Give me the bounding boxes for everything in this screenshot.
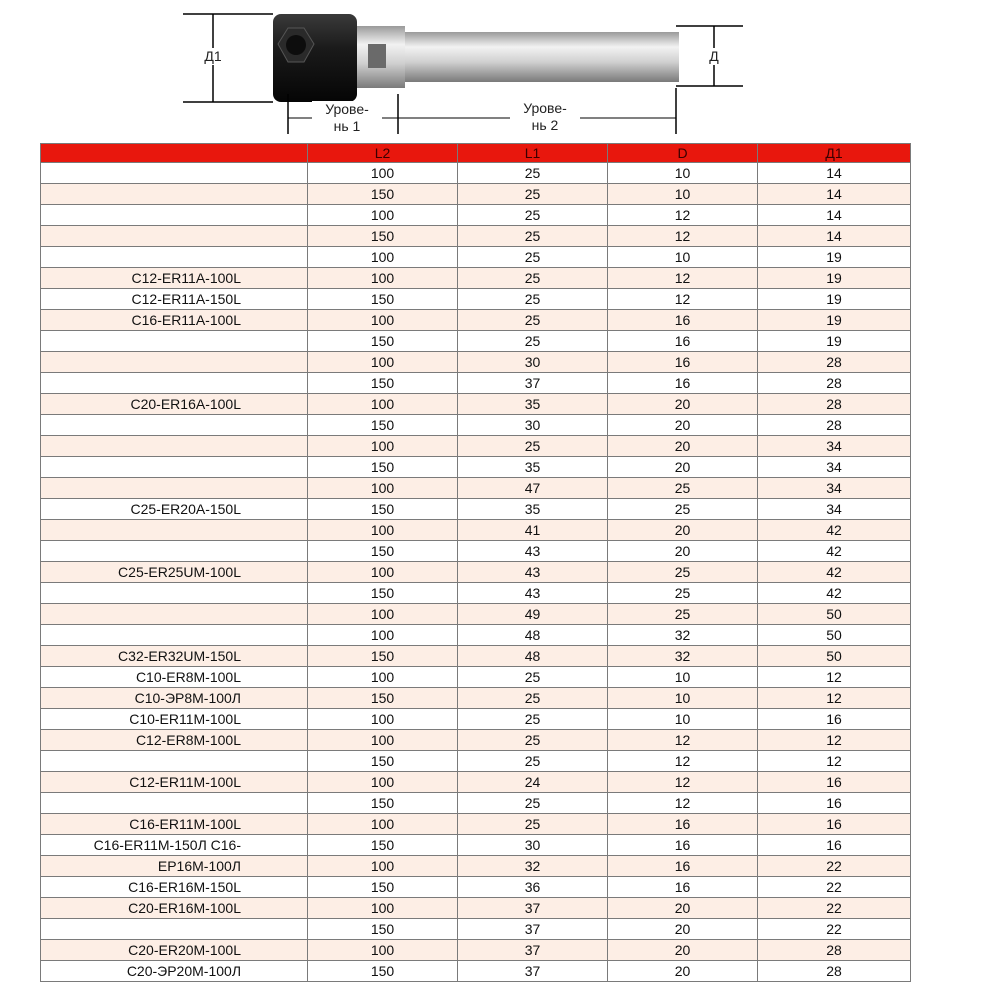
cell-l2: 150 <box>308 583 458 604</box>
table-row <box>41 373 911 394</box>
cell-d: 32 <box>608 625 758 646</box>
cell-d1: 50 <box>758 604 911 625</box>
table-row <box>41 331 911 352</box>
cell-l1: 25 <box>458 331 608 352</box>
cell-model: C10-ЭР8М-100Л <box>41 688 308 709</box>
cell-l2: 100 <box>308 604 458 625</box>
table-row <box>41 394 911 415</box>
cell-model <box>41 331 308 352</box>
cell-d1: 50 <box>758 646 911 667</box>
cell-d: 20 <box>608 919 758 940</box>
cell-d: 32 <box>608 646 758 667</box>
table-row <box>41 478 911 499</box>
cell-d1: 34 <box>758 457 911 478</box>
cell-l1: 25 <box>458 751 608 772</box>
cell-model <box>41 226 308 247</box>
cell-model <box>41 436 308 457</box>
cell-model <box>41 205 308 226</box>
cell-d1: 22 <box>758 919 911 940</box>
cell-model: C12-ER8M-100L <box>41 730 308 751</box>
cell-d: 20 <box>608 394 758 415</box>
cell-d: 12 <box>608 205 758 226</box>
table-row <box>41 667 911 688</box>
label-d: Д <box>702 48 726 65</box>
table-row <box>41 457 911 478</box>
cell-l2: 150 <box>308 415 458 436</box>
cell-d1: 28 <box>758 394 911 415</box>
cell-d1: 14 <box>758 205 911 226</box>
cell-d: 16 <box>608 835 758 856</box>
table-row <box>41 961 911 982</box>
table-row <box>41 709 911 730</box>
cell-d: 12 <box>608 226 758 247</box>
cell-l2: 150 <box>308 877 458 898</box>
label-d1: Д1 <box>196 48 230 65</box>
cell-l1: 25 <box>458 247 608 268</box>
cell-d1: 19 <box>758 268 911 289</box>
cell-model <box>41 751 308 772</box>
cell-d: 16 <box>608 331 758 352</box>
cell-d: 12 <box>608 268 758 289</box>
cell-l2: 100 <box>308 205 458 226</box>
cell-l2: 100 <box>308 625 458 646</box>
cell-d1: 16 <box>758 709 911 730</box>
cell-l2: 150 <box>308 226 458 247</box>
spec-table <box>40 143 911 982</box>
cell-d: 16 <box>608 856 758 877</box>
cell-l2: 150 <box>308 289 458 310</box>
cell-l1: 30 <box>458 352 608 373</box>
cell-d: 10 <box>608 184 758 205</box>
cell-model: C10-ER11M-100L <box>41 709 308 730</box>
cell-l2: 150 <box>308 541 458 562</box>
cell-d: 12 <box>608 793 758 814</box>
cell-d1: 42 <box>758 520 911 541</box>
cell-l1: 43 <box>458 562 608 583</box>
tool-holder-drawing <box>0 0 1000 142</box>
cell-model: C16-ER11M-150Л C16- <box>41 835 308 856</box>
cell-d1: 22 <box>758 898 911 919</box>
cell-d1: 28 <box>758 352 911 373</box>
cell-d1: 28 <box>758 961 911 982</box>
cell-l2: 150 <box>308 793 458 814</box>
cell-d: 20 <box>608 961 758 982</box>
table-row <box>41 940 911 961</box>
table-row <box>41 772 911 793</box>
cell-d: 12 <box>608 772 758 793</box>
cell-l1: 47 <box>458 478 608 499</box>
table-row <box>41 268 911 289</box>
cell-l2: 150 <box>308 688 458 709</box>
cell-l2: 150 <box>308 919 458 940</box>
table-row <box>41 247 911 268</box>
cell-l1: 25 <box>458 184 608 205</box>
table-row <box>41 856 911 877</box>
cell-l2: 100 <box>308 667 458 688</box>
tool-holder-diagram <box>0 0 1000 142</box>
cell-l2: 150 <box>308 457 458 478</box>
table-row <box>41 625 911 646</box>
cell-l2: 100 <box>308 478 458 499</box>
table-row <box>41 898 911 919</box>
cell-d: 16 <box>608 352 758 373</box>
cell-d: 12 <box>608 289 758 310</box>
cell-d: 12 <box>608 730 758 751</box>
table-row <box>41 163 911 184</box>
cell-l2: 100 <box>308 436 458 457</box>
cell-d1: 12 <box>758 688 911 709</box>
cell-l1: 25 <box>458 310 608 331</box>
cell-l2: 100 <box>308 772 458 793</box>
cell-l1: 25 <box>458 709 608 730</box>
cell-l1: 43 <box>458 541 608 562</box>
cell-model <box>41 457 308 478</box>
cell-model: C20-ER20M-100L <box>41 940 308 961</box>
table-row <box>41 415 911 436</box>
cell-l1: 35 <box>458 457 608 478</box>
cell-l1: 25 <box>458 226 608 247</box>
cell-d: 20 <box>608 898 758 919</box>
cell-l1: 37 <box>458 961 608 982</box>
cell-d1: 16 <box>758 772 911 793</box>
cell-model <box>41 247 308 268</box>
cell-l1: 36 <box>458 877 608 898</box>
cell-model: C16-ER16M-150L <box>41 877 308 898</box>
cell-l1: 37 <box>458 919 608 940</box>
cell-l2: 100 <box>308 562 458 583</box>
cell-l1: 43 <box>458 583 608 604</box>
cell-model <box>41 373 308 394</box>
cell-d1: 16 <box>758 793 911 814</box>
cell-d1: 34 <box>758 436 911 457</box>
cell-d1: 28 <box>758 373 911 394</box>
table-row <box>41 562 911 583</box>
cell-model <box>41 352 308 373</box>
cell-l2: 100 <box>308 247 458 268</box>
cell-d: 10 <box>608 667 758 688</box>
table-row <box>41 436 911 457</box>
cell-model: C16-ER11M-100L <box>41 814 308 835</box>
cell-d1: 16 <box>758 835 911 856</box>
table-row <box>41 751 911 772</box>
cell-d1: 14 <box>758 226 911 247</box>
cell-d1: 42 <box>758 541 911 562</box>
cell-l1: 24 <box>458 772 608 793</box>
shank <box>405 32 679 82</box>
cell-d: 20 <box>608 415 758 436</box>
cell-d1: 34 <box>758 499 911 520</box>
table-row <box>41 289 911 310</box>
cell-d: 20 <box>608 520 758 541</box>
cell-l2: 150 <box>308 751 458 772</box>
table-row <box>41 877 911 898</box>
cell-l2: 100 <box>308 814 458 835</box>
cell-model <box>41 625 308 646</box>
cell-d: 16 <box>608 373 758 394</box>
table-body <box>41 163 911 982</box>
table-row <box>41 205 911 226</box>
cell-d1: 14 <box>758 163 911 184</box>
cell-l2: 100 <box>308 163 458 184</box>
cell-model: C12-ER11A-150L <box>41 289 308 310</box>
cell-model <box>41 583 308 604</box>
table-row <box>41 310 911 331</box>
cell-l2: 100 <box>308 394 458 415</box>
cell-d1: 14 <box>758 184 911 205</box>
cell-l2: 100 <box>308 268 458 289</box>
cell-l2: 100 <box>308 940 458 961</box>
cell-d1: 50 <box>758 625 911 646</box>
table-row <box>41 184 911 205</box>
cell-d: 20 <box>608 457 758 478</box>
cell-l1: 25 <box>458 436 608 457</box>
label-level-2: Урове- нь 2 <box>510 100 580 134</box>
cell-d1: 22 <box>758 877 911 898</box>
cell-l1: 25 <box>458 268 608 289</box>
cell-d1: 42 <box>758 583 911 604</box>
table-row <box>41 499 911 520</box>
cell-d: 20 <box>608 940 758 961</box>
cell-l1: 48 <box>458 625 608 646</box>
table-header-row <box>41 144 911 163</box>
cell-l1: 25 <box>458 667 608 688</box>
cell-l1: 32 <box>458 856 608 877</box>
table-row <box>41 688 911 709</box>
cell-l2: 100 <box>308 520 458 541</box>
cell-l2: 150 <box>308 499 458 520</box>
table-row <box>41 604 911 625</box>
table-row <box>41 835 911 856</box>
cell-d: 25 <box>608 562 758 583</box>
cell-model: C20-ЭР20М-100Л <box>41 961 308 982</box>
cell-model: C25-ER25UM-100L <box>41 562 308 583</box>
label-level-1: Урове- нь 1 <box>312 101 382 135</box>
table-row <box>41 646 911 667</box>
cell-d: 10 <box>608 709 758 730</box>
cell-d: 10 <box>608 688 758 709</box>
cell-l1: 25 <box>458 730 608 751</box>
cell-l2: 150 <box>308 646 458 667</box>
table-row <box>41 520 911 541</box>
cell-model: ЕР16М-100Л <box>41 856 308 877</box>
table-row <box>41 226 911 247</box>
cell-model: C12-ER11A-100L <box>41 268 308 289</box>
cell-d1: 19 <box>758 331 911 352</box>
cell-l2: 150 <box>308 373 458 394</box>
cell-model: C16-ER11A-100L <box>41 310 308 331</box>
cell-model <box>41 478 308 499</box>
cell-l2: 100 <box>308 856 458 877</box>
cell-d: 20 <box>608 436 758 457</box>
cell-model: C12-ER11M-100L <box>41 772 308 793</box>
cell-l1: 35 <box>458 394 608 415</box>
cell-l1: 37 <box>458 373 608 394</box>
cell-model: C20-ER16A-100L <box>41 394 308 415</box>
body-flat <box>368 44 386 68</box>
cell-d1: 19 <box>758 247 911 268</box>
header-l1: L1 <box>458 144 608 163</box>
header-d1: Д1 <box>758 144 911 163</box>
cell-d: 10 <box>608 247 758 268</box>
cell-l2: 100 <box>308 310 458 331</box>
cell-d: 25 <box>608 604 758 625</box>
cell-model <box>41 541 308 562</box>
cell-model <box>41 793 308 814</box>
cell-d1: 19 <box>758 310 911 331</box>
cell-l1: 37 <box>458 898 608 919</box>
cell-model: C10-ER8M-100L <box>41 667 308 688</box>
cell-d1: 28 <box>758 940 911 961</box>
cell-l1: 30 <box>458 835 608 856</box>
cell-l2: 150 <box>308 835 458 856</box>
cell-l1: 49 <box>458 604 608 625</box>
table-row <box>41 919 911 940</box>
cell-d: 20 <box>608 541 758 562</box>
table-row <box>41 352 911 373</box>
cell-d1: 12 <box>758 667 911 688</box>
cell-d1: 12 <box>758 751 911 772</box>
cell-l1: 25 <box>458 688 608 709</box>
cell-l1: 25 <box>458 793 608 814</box>
table-row <box>41 541 911 562</box>
cell-l1: 25 <box>458 205 608 226</box>
cell-l2: 100 <box>308 352 458 373</box>
header-l2: L2 <box>308 144 458 163</box>
cell-l2: 150 <box>308 961 458 982</box>
cell-d: 16 <box>608 310 758 331</box>
cell-l1: 35 <box>458 499 608 520</box>
cell-model <box>41 163 308 184</box>
header-d: D <box>608 144 758 163</box>
cell-d: 25 <box>608 499 758 520</box>
cell-l1: 25 <box>458 163 608 184</box>
cell-model: C32-ER32UM-150L <box>41 646 308 667</box>
cell-d: 16 <box>608 877 758 898</box>
cell-d1: 28 <box>758 415 911 436</box>
cell-model: C20-ER16M-100L <box>41 898 308 919</box>
cell-l1: 37 <box>458 940 608 961</box>
table-row <box>41 793 911 814</box>
cell-d: 25 <box>608 478 758 499</box>
cell-l1: 48 <box>458 646 608 667</box>
cell-d: 16 <box>608 814 758 835</box>
cell-l1: 25 <box>458 814 608 835</box>
cell-l2: 100 <box>308 898 458 919</box>
header-model <box>41 144 308 163</box>
cell-d1: 22 <box>758 856 911 877</box>
cell-d1: 16 <box>758 814 911 835</box>
cell-l2: 100 <box>308 730 458 751</box>
cell-l1: 41 <box>458 520 608 541</box>
cell-l2: 100 <box>308 709 458 730</box>
cell-model <box>41 520 308 541</box>
table-row <box>41 583 911 604</box>
cell-model: C25-ER20A-150L <box>41 499 308 520</box>
cell-d: 12 <box>608 751 758 772</box>
cell-l1: 25 <box>458 289 608 310</box>
cell-d1: 42 <box>758 562 911 583</box>
nut-bore <box>286 35 306 55</box>
cell-l2: 150 <box>308 331 458 352</box>
cell-d1: 12 <box>758 730 911 751</box>
cell-d1: 34 <box>758 478 911 499</box>
cell-d: 10 <box>608 163 758 184</box>
table-row <box>41 730 911 751</box>
cell-model <box>41 415 308 436</box>
cell-model <box>41 919 308 940</box>
cell-d1: 19 <box>758 289 911 310</box>
cell-l2: 150 <box>308 184 458 205</box>
cell-model <box>41 604 308 625</box>
cell-model <box>41 184 308 205</box>
table-row <box>41 814 911 835</box>
cell-l1: 30 <box>458 415 608 436</box>
cell-d: 25 <box>608 583 758 604</box>
